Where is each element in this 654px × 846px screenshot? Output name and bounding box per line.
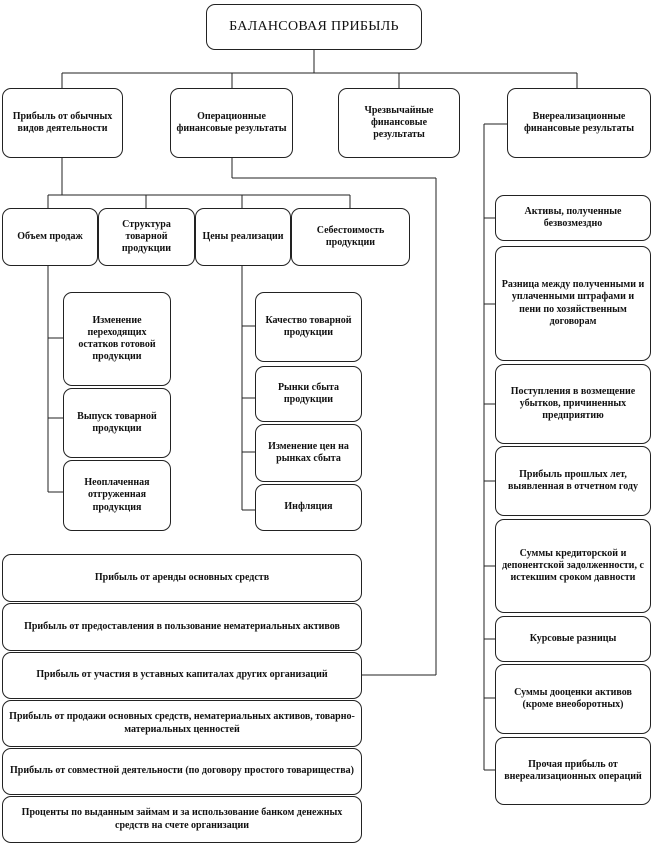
nonoperating-item-label: Прибыль прошлых лет, выявленная в отчетном году xyxy=(508,468,638,492)
operating-item xyxy=(2,796,362,843)
volume-factor-item xyxy=(63,460,171,531)
extraordinary-results-box xyxy=(338,88,460,158)
operating-item xyxy=(2,652,362,699)
extraordinary-results-label: Чрезвычайные финансовые результаты xyxy=(364,104,434,141)
sales-volume-box xyxy=(2,208,98,266)
price-factor-label: Рынки сбыта продукции xyxy=(277,381,340,405)
nonoperating-item xyxy=(495,519,651,613)
product-structure-box xyxy=(98,208,195,266)
ordinary-activities-label: Прибыль от обычных видов деятельности xyxy=(12,110,113,134)
sale-prices-box xyxy=(195,208,291,266)
nonoperating-item-label: Суммы дооценки активов (кроме внеоборотных) xyxy=(514,686,632,710)
operating-item-label: Прибыль от участия в уставных капиталах других организаций xyxy=(36,669,328,681)
operating-item xyxy=(2,700,362,747)
nonoperating-item-label: Курсовые разницы xyxy=(529,632,617,644)
nonoperating-item-label: Поступления в возмещение убытков, причиненных предприятию xyxy=(510,385,636,422)
operating-item xyxy=(2,748,362,795)
sale-prices-label: Цены реализации xyxy=(202,230,284,242)
nonoperating-item xyxy=(495,364,651,444)
operating-item xyxy=(2,554,362,602)
volume-factor-label: Неоплаченная отгруженная продукция xyxy=(84,477,150,513)
product-structure-label: Структура товарной продукции xyxy=(121,218,172,255)
nonoperating-item xyxy=(495,195,651,241)
volume-factor-label: Выпуск товарной продукции xyxy=(77,410,157,434)
volume-factor-label: Изменение переходящих остатков готовой продукции xyxy=(78,314,156,363)
price-factor-item xyxy=(255,366,362,422)
operating-item-label: Прибыль от продажи основных средств, нематериальных активов, товарно-материальных ценностей xyxy=(9,711,355,735)
nonoperating-item xyxy=(495,446,651,516)
price-factor-item xyxy=(255,292,362,362)
production-cost-box xyxy=(291,208,410,266)
volume-factor-item xyxy=(63,388,171,458)
operating-item-label: Прибыль от предоставления в пользование нематериальных активов xyxy=(24,620,340,632)
nonoperating-item xyxy=(495,246,651,361)
ordinary-activities-box xyxy=(2,88,123,158)
nonoperating-item-label: Суммы кредиторской и депонентской задолженности, с истекшим сроком давности xyxy=(502,547,644,584)
price-factor-item xyxy=(255,484,362,531)
operating-item-label: Проценты по выданным займам и за использование банком денежных средств на счете организации xyxy=(21,807,343,831)
balance-profit-title: БАЛАНСОВАЯ ПРИБЫЛЬ xyxy=(229,19,399,35)
price-factor-item xyxy=(255,424,362,482)
operating-item-label: Прибыль от совместной деятельности (по договору простого товарищества) xyxy=(10,765,354,777)
price-factor-label: Инфляция xyxy=(284,501,333,513)
nonoperating-item-label: Разница между полученными и уплаченными штрафами и пени по хозяйственным договорам xyxy=(501,279,645,327)
operating-results-box xyxy=(170,88,293,158)
price-factor-label: Качество товарной продукции xyxy=(265,314,352,338)
sales-volume-label: Объем продаж xyxy=(17,230,83,242)
nonoperating-results-label: Внереализационные финансовые результаты xyxy=(523,110,635,134)
nonoperating-item xyxy=(495,737,651,805)
balance-profit-box xyxy=(206,4,422,50)
operating-results-label: Операционные финансовые результаты xyxy=(176,110,287,134)
operating-item xyxy=(2,603,362,651)
nonoperating-item xyxy=(495,664,651,734)
nonoperating-item-label: Прочая прибыль от внереализационных операций xyxy=(504,758,642,782)
production-cost-label: Себестоимость продукции xyxy=(316,224,385,248)
nonoperating-item xyxy=(495,616,651,662)
nonoperating-item-label: Активы, полученные безвозмездно xyxy=(524,205,622,229)
operating-item-label: Прибыль от аренды основных средств xyxy=(94,571,270,583)
nonoperating-results-box xyxy=(507,88,651,158)
price-factor-label: Изменение цен на рынках сбыта xyxy=(268,440,349,464)
volume-factor-item xyxy=(63,292,171,386)
